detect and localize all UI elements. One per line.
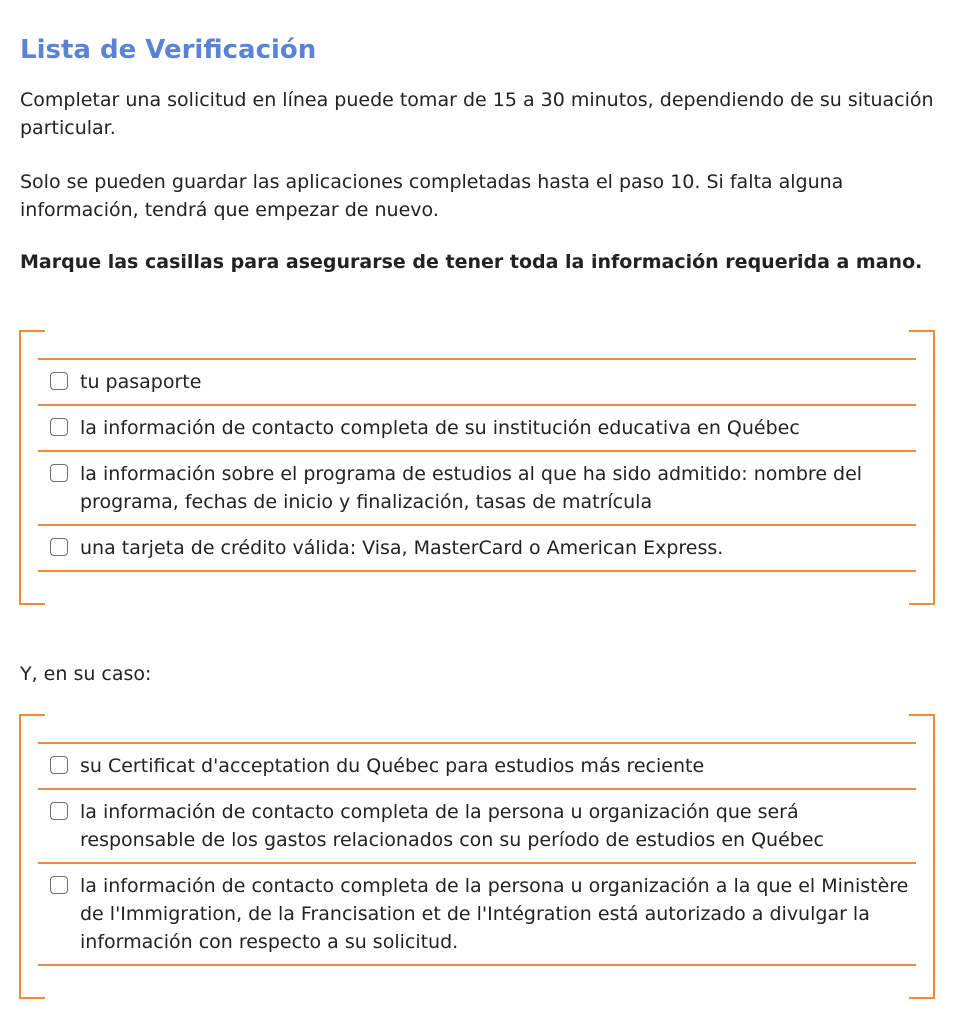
conditional-checklist-group [19, 714, 935, 999]
checklist-item-authorized-contact[interactable] [38, 864, 916, 966]
checkbox-credit-card[interactable] [50, 538, 68, 556]
checklist-item-label[interactable]: tu pasaporte [80, 371, 202, 393]
page-title: Lista de Verificación [20, 35, 317, 65]
checklist-item-program-info[interactable] [38, 452, 916, 526]
checklist-item-passport[interactable] [38, 360, 916, 406]
checklist-item-caq[interactable] [38, 744, 916, 790]
checklist-item-label[interactable]: su Certificat d'acceptation du Québec para estudios más reciente [80, 755, 705, 777]
intro-paragraph-save-info: Solo se pueden guardar las aplicaciones completadas hasta el paso 10. Si falta alguna información, tendrá que empezar de nuevo. [20, 171, 844, 221]
checkbox-financial-sponsor[interactable] [50, 802, 68, 820]
checklist-item-label[interactable]: la información de contacto completa de su institución educativa en Québec [80, 417, 800, 439]
checkbox-caq[interactable] [50, 756, 68, 774]
checklist-item-label[interactable]: una tarjeta de crédito válida: Visa, MasterCard o American Express. [80, 537, 724, 559]
checklist-item-label[interactable]: la información sobre el programa de estudios al que ha sido admitido: nombre del programa, fechas de inicio y finalización, tasas de matrícula [80, 463, 863, 513]
required-checklist [38, 358, 916, 572]
checklist-item-label[interactable]: la información de contacto completa de la persona u organización a la que el Ministère de l'Immigration, de la Francisation et de l'Intégration está autorizado a divulgar la información con respecto a su solicitud. [80, 875, 909, 953]
checkbox-passport[interactable] [50, 372, 68, 390]
checkbox-institution-contact[interactable] [50, 418, 68, 436]
conditional-checklist [38, 742, 916, 966]
checklist-item-financial-sponsor[interactable] [38, 790, 916, 864]
checklist-item-institution-contact[interactable] [38, 406, 916, 452]
checklist-item-credit-card[interactable] [38, 526, 916, 572]
conditional-heading: Y, en su caso: [20, 663, 152, 685]
checklist-instruction: Marque las casillas para asegurarse de tener toda la información requerida a mano. [20, 251, 923, 273]
checkbox-authorized-contact[interactable] [50, 876, 68, 894]
checklist-item-label[interactable]: la información de contacto completa de la persona u organización que será responsable de los gastos relacionados con su período de estudios en Québec [80, 801, 824, 851]
checkbox-program-info[interactable] [50, 464, 68, 482]
intro-paragraph-duration: Completar una solicitud en línea puede tomar de 15 a 30 minutos, dependiendo de su situación particular. [20, 89, 934, 139]
required-checklist-group [19, 330, 935, 605]
